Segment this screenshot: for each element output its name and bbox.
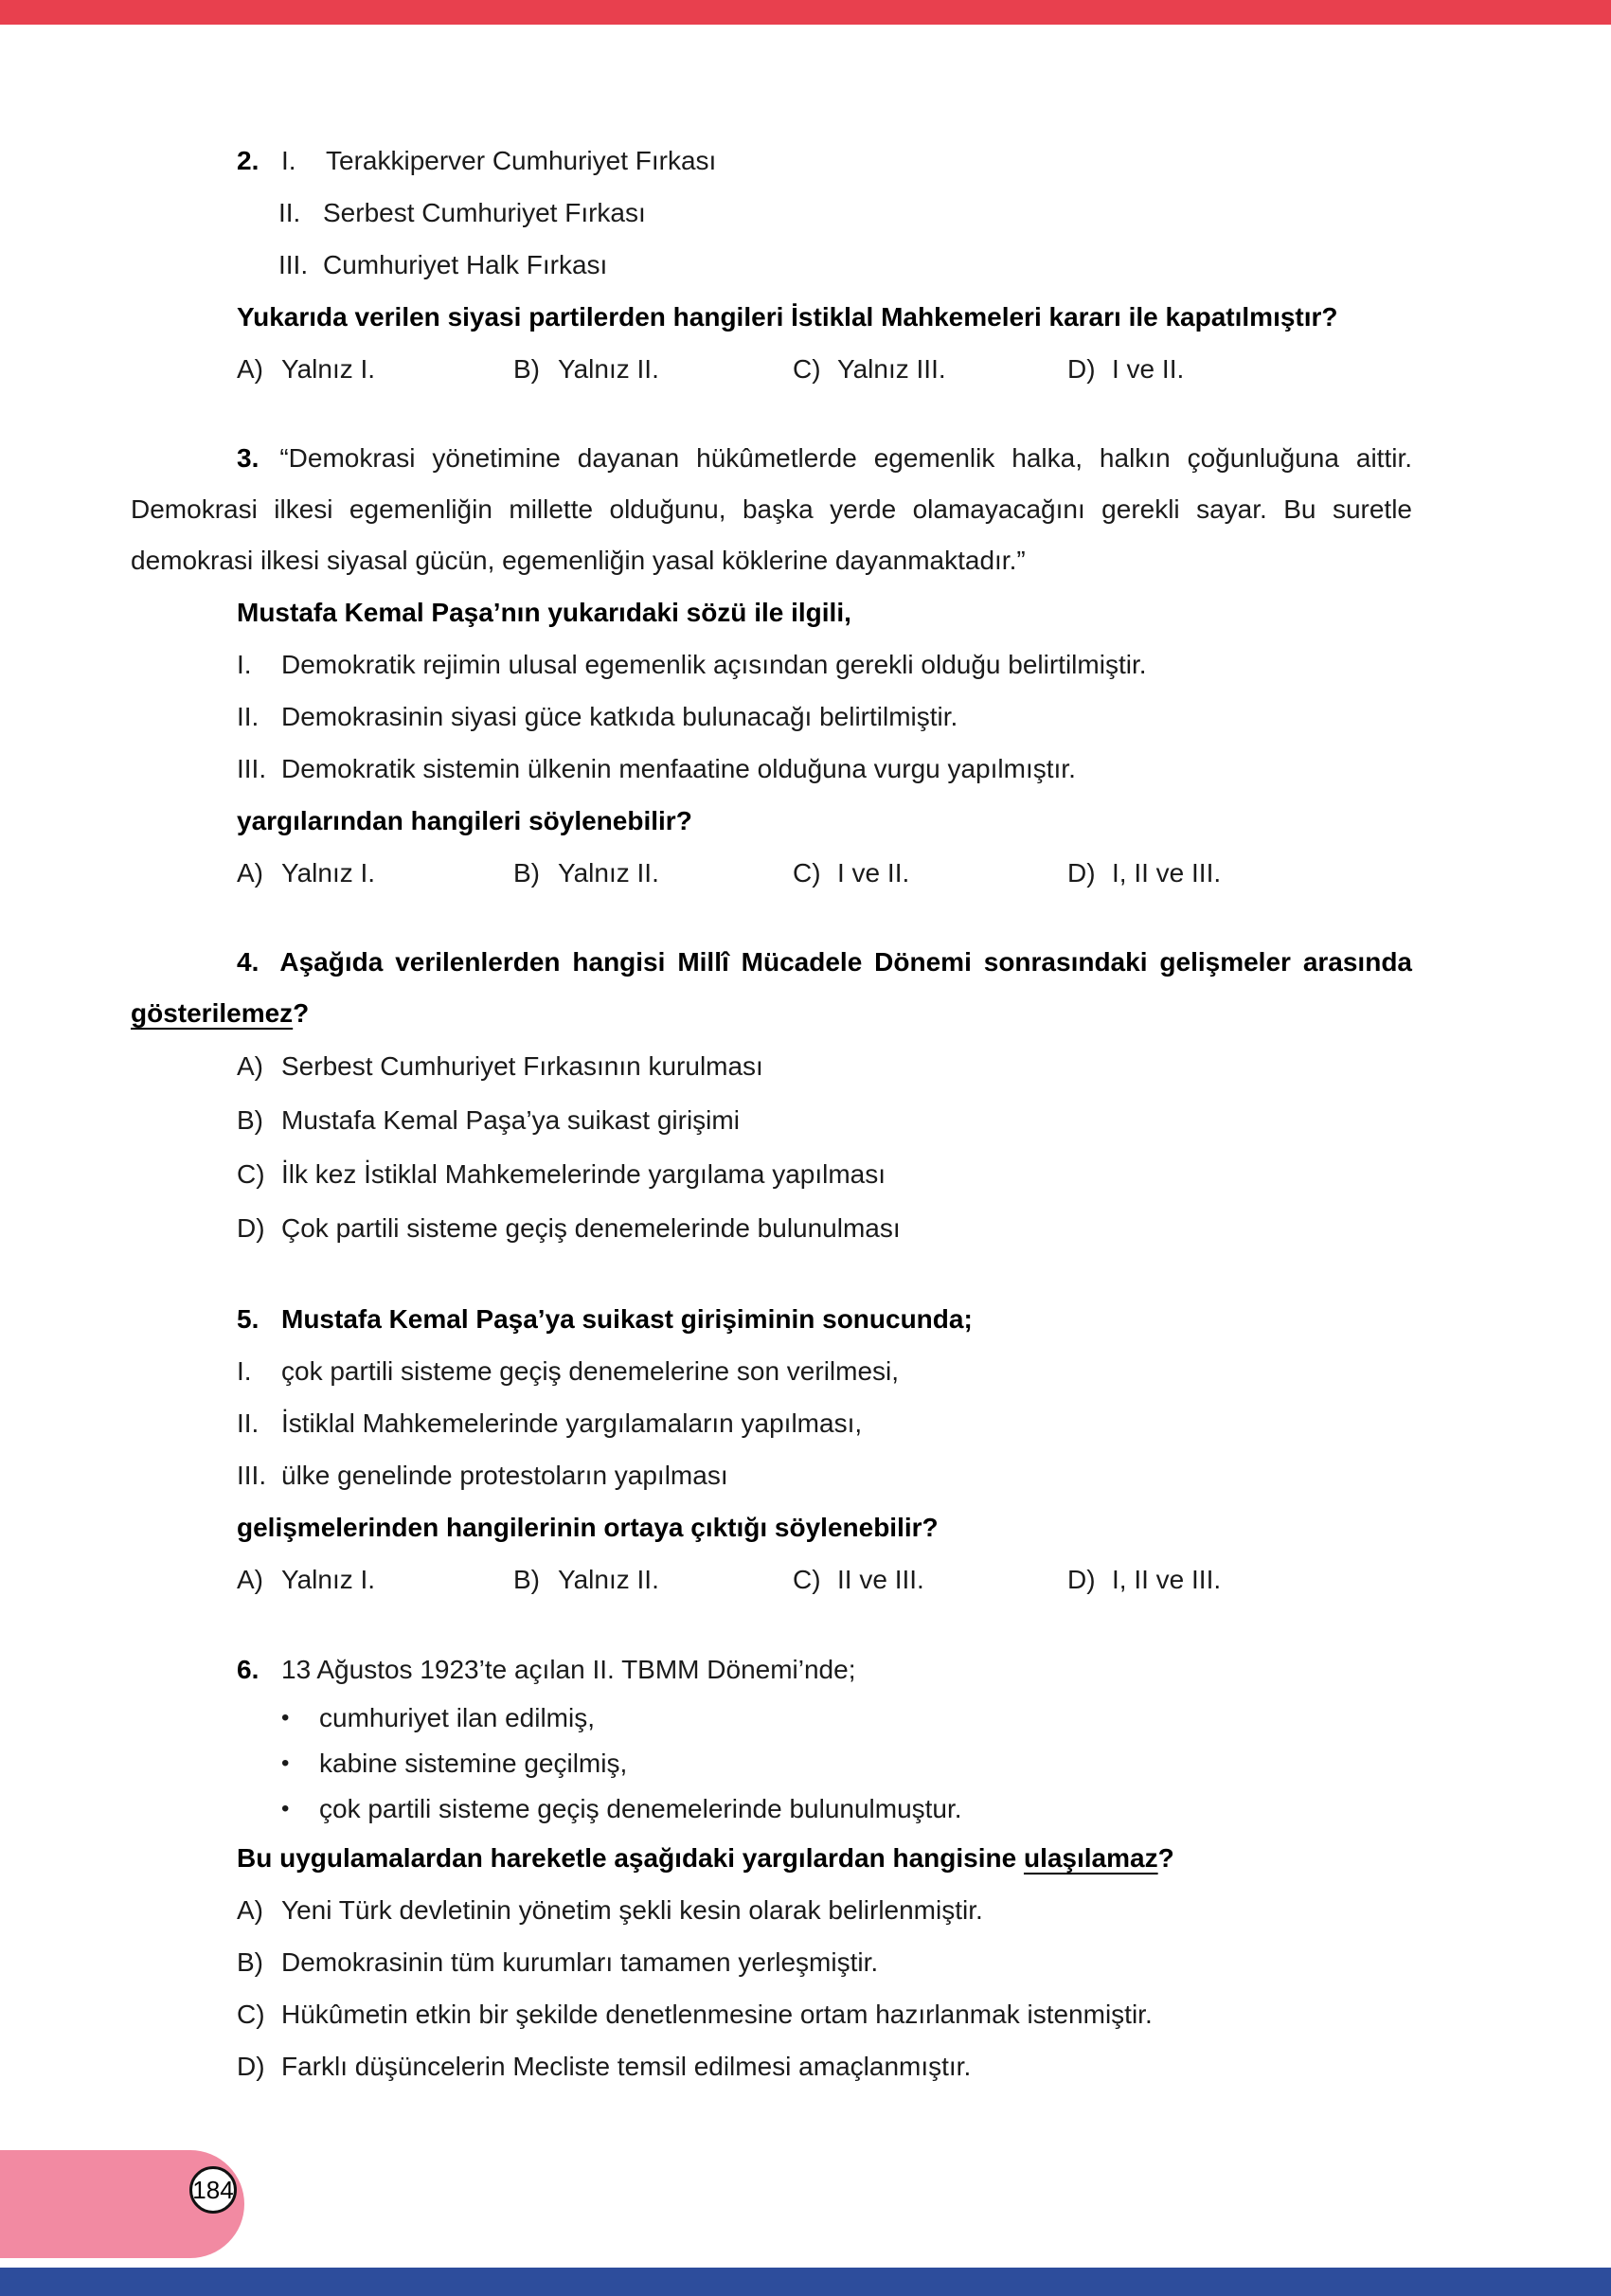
question-item [278,187,1412,239]
question-stem-text [237,1832,1174,1884]
question-6 [131,1643,1412,2092]
option-letter: C) [237,1159,265,1189]
item-text: ülke genelinde protestoların yapılması [281,1461,728,1490]
item-numeral: II. [278,198,301,227]
option-letter: B) [237,1105,263,1135]
option-c [237,1988,1412,2040]
option-text: I, II ve III. [1112,858,1222,888]
option-letter: D) [1067,858,1096,888]
item-numeral: I. [237,1356,252,1386]
page-number-badge [189,2166,237,2214]
option-letter: A) [237,1565,263,1594]
question-stem [237,795,1412,847]
option-letter: A) [237,858,263,888]
item-numeral: II. [237,702,260,731]
question-item [237,691,1412,743]
question-stem [237,1293,1412,1345]
item-numeral: I. [237,650,252,679]
option-letter: D) [1067,1565,1096,1594]
question-lead-text: Mustafa Kemal Paşa’nın yukarıdaki sözü ile ilgili, [237,598,851,627]
question-number: 2. [237,146,260,175]
top-red-bar [0,0,1611,25]
item-text: Cumhuriyet Halk Fırkası [323,250,608,279]
question-item [237,1345,1412,1397]
question-4 [131,937,1412,1255]
option-letter: A) [237,354,263,384]
option-text: Yeni Türk devletinin yönetim şekli kesin olarak belirlenmiştir. [281,1895,983,1925]
item-numeral: II. [237,1408,260,1438]
option-b [237,1936,1412,1988]
item-text: Demokratik rejimin ulusal egemenlik açısından gerekli olduğu belirtilmiştir. [281,650,1147,679]
option-letter: B) [513,858,540,888]
option-c [793,343,1067,395]
bullet-icon: • [281,1796,290,1821]
bullet-item [281,1786,1412,1832]
question-2 [131,135,1412,395]
question-intro [237,1643,1412,1695]
question-3 [131,433,1412,899]
question-5 [131,1293,1412,1605]
question-stem-underlined: gösterilemez [131,998,294,1028]
option-text: Yalnız II. [558,1565,659,1594]
option-d [1067,343,1184,395]
option-d [1067,1553,1221,1605]
option-text: Yalnız I. [281,858,376,888]
bullet-text: kabine sistemine geçilmiş, [319,1749,628,1778]
option-text: Demokrasinin tüm kurumları tamamen yerleşmiştir. [281,1947,879,1977]
question-stem-2 [237,1501,1412,1553]
option-letter: A) [237,1895,263,1925]
option-letter: B) [513,354,540,384]
item-text: çok partili sisteme geçiş denemelerine son verilmesi, [281,1356,900,1386]
question-stem-suffix: ? [293,998,310,1028]
option-d [237,1201,1412,1255]
options-row [237,847,1412,899]
option-letter: C) [237,2000,265,2029]
bullet-item [281,1741,1412,1786]
option-letter: D) [1067,354,1096,384]
option-text: Yalnız II. [558,858,659,888]
option-letter: C) [793,354,821,384]
question-stem-text: gelişmelerinden hangilerinin ortaya çıktığı söylenebilir? [237,1513,939,1542]
option-text: I, II ve III. [1112,1565,1222,1594]
option-b [513,343,793,395]
option-text: Yalnız I. [281,1565,376,1594]
options-row [237,343,1412,395]
item-numeral: III. [237,754,267,783]
question-stem-text: Aşağıda verilenlerden hangisi Millî Mücadele Dönemi sonrasındaki gelişmeler arasında [279,947,1412,977]
item-text: Serbest Cumhuriyet Fırkası [323,198,646,227]
option-text: Yalnız I. [281,354,376,384]
question-number: 4. [237,947,260,977]
option-text: Çok partili sisteme geçiş denemelerinde bulunulması [281,1213,901,1243]
question-stem-underlined: ulaşılamaz [1023,1843,1158,1873]
question-item [237,638,1412,691]
option-letter: D) [237,2052,265,2081]
option-d [237,2040,1412,2092]
question-intro-text: 13 Ağustos 1923’te açılan II. TBMM Dönemi’nde; [281,1655,856,1684]
bullet-item [281,1695,1412,1741]
bullet-text: cumhuriyet ilan edilmiş, [319,1703,595,1732]
question-lead [237,586,1412,638]
option-letter: B) [513,1565,540,1594]
option-text: Mustafa Kemal Paşa’ya suikast girişimi [281,1105,740,1135]
option-text: Yalnız III. [837,354,946,384]
option-text: Hükûmetin etkin bir şekilde denetlenmesine ortam hazırlanmak istenmiştir. [281,2000,1153,2029]
item-text: Demokrasinin siyasi güce katkıda bulunacağı belirtilmiştir. [281,702,958,731]
question-stem-prefix: Bu uygulamalardan hareketle aşağıdaki yargılardan hangisine [237,1843,1024,1873]
item-numeral: I. [281,146,296,175]
option-a [237,343,513,395]
question-item [237,1449,1412,1501]
option-text: I ve II. [1112,354,1185,384]
quote-text: “Demokrasi yönetimine dayanan hükûmetlerde egemenlik halka, halkın çoğunluğuna aittir. Demokrasi ilkesi egemenliğin millette olduğunu, başka yerde olamayacağını gerekli sayar. Bu suretle demokrasi ilkesi siyasal gücün, egemenliğin yasal köklerine dayanmaktadır.” [131,443,1412,575]
question-stem-suffix: ? [1157,1843,1174,1873]
option-b [513,847,793,899]
question-number: 6. [237,1655,260,1684]
page-number: 184 [192,2175,234,2204]
item-text: Terakkiperver Cumhuriyet Fırkası [326,146,717,175]
bullet-text: çok partili sisteme geçiş denemelerinde bulunulmuştur. [319,1794,962,1823]
option-text: Farklı düşüncelerin Mecliste temsil edilmesi amaçlanmıştır. [281,2052,972,2081]
option-letter: D) [237,1213,265,1243]
option-a [237,1039,1412,1093]
option-b [237,1093,1412,1147]
item-text: Demokratik sistemin ülkenin menfaatine olduğuna vurgu yapılmıştır. [281,754,1076,783]
bottom-blue-bar [0,2268,1611,2296]
page-number-tab [0,2150,244,2258]
question-stem-text: Yukarıda verilen siyasi partilerden hangileri İstiklal Mahkemeleri kararı ile kapatılmıştır? [237,302,1338,332]
question-item [237,743,1412,795]
question-item [278,239,1412,291]
question-item [237,135,1412,187]
option-text: İlk kez İstiklal Mahkemelerinde yargılama yapılması [281,1159,886,1189]
item-numeral: III. [237,1461,267,1490]
option-a [237,1553,513,1605]
question-stem [237,1832,1412,1884]
option-a [237,1884,1412,1936]
exam-page-content [131,135,1412,2092]
option-text: Yalnız II. [558,354,659,384]
item-text: İstiklal Mahkemelerinde yargılamaların yapılması, [281,1408,863,1438]
question-number: 3. [237,443,260,473]
option-letter: B) [237,1947,263,1977]
item-numeral: III. [278,250,309,279]
option-b [513,1553,793,1605]
question-stem-paragraph [131,937,1412,1039]
option-c [237,1147,1412,1201]
question-item [237,1397,1412,1449]
question-stem-text: yargılarından hangileri söylenebilir? [237,806,692,835]
option-a [237,847,513,899]
option-c [793,1553,1067,1605]
question-quote-paragraph [131,433,1412,586]
bullet-icon: • [281,1705,290,1731]
option-text: Serbest Cumhuriyet Fırkasının kurulması [281,1051,763,1081]
options-row [237,1553,1412,1605]
option-text: II ve III. [837,1565,924,1594]
option-d [1067,847,1221,899]
question-number: 5. [237,1304,260,1334]
option-c [793,847,1067,899]
option-text: I ve II. [837,858,910,888]
option-letter: C) [793,858,821,888]
bullet-icon: • [281,1750,290,1776]
question-stem-text: Mustafa Kemal Paşa’ya suikast girişiminin sonucunda; [281,1304,973,1334]
option-letter: C) [793,1565,821,1594]
option-letter: A) [237,1051,263,1081]
question-stem [237,291,1412,343]
